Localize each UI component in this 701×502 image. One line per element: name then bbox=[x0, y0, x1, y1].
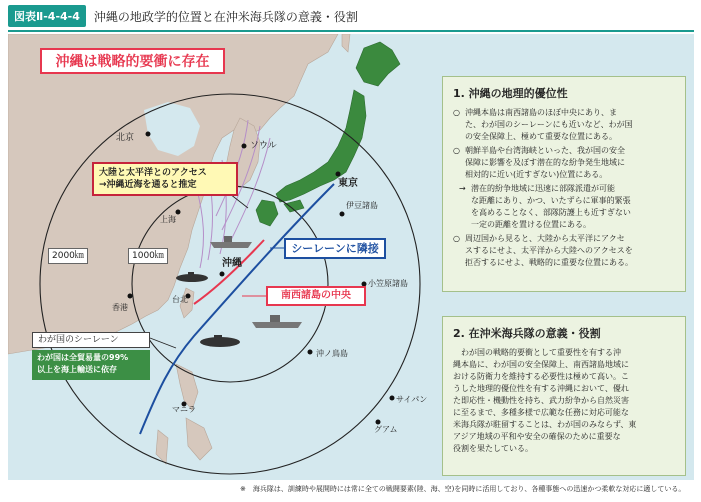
label-hongkong: 香港 bbox=[112, 303, 128, 312]
japan-kyushu bbox=[256, 200, 278, 226]
bullet-mark: ○ bbox=[453, 234, 460, 243]
label-guam: グアム bbox=[374, 425, 398, 434]
panel1-line: 沖縄本島は南西諸島のほぼ中央にあり、ま bbox=[465, 108, 617, 117]
panel2-line: た即応性・機動性を持ち、武力紛争から自然災害 bbox=[453, 396, 629, 405]
panel-geographic-advantage bbox=[442, 76, 686, 292]
ship-destroyer bbox=[252, 315, 302, 328]
panel1-line: 相対的に近い(近すぎない)位置にある。 bbox=[465, 170, 608, 179]
bullet-mark: ○ bbox=[453, 108, 460, 117]
label-beijing: 北京 bbox=[116, 133, 135, 143]
title-rule bbox=[8, 30, 694, 32]
panel-marine-role bbox=[442, 316, 686, 476]
japan-hokkaido bbox=[356, 42, 400, 86]
figure-label: 図表Ⅱ-4-4-4 bbox=[8, 5, 86, 27]
label-taipei: 台北 bbox=[172, 295, 188, 304]
sea-lane-label: わが国のシーレーン bbox=[32, 332, 150, 348]
panel2-line: 役割を果たしている。 bbox=[453, 444, 533, 453]
panel2-body bbox=[453, 347, 675, 455]
bullet-mark: ○ bbox=[453, 146, 460, 155]
range-label-2000: 2000㎞ bbox=[48, 248, 88, 264]
figure-header bbox=[8, 4, 358, 28]
panel1-item-sub bbox=[453, 183, 675, 231]
label-okinawa: 沖縄 bbox=[222, 258, 242, 269]
arrow-mark: → bbox=[459, 184, 466, 193]
figure-title: 沖縄の地政学的位置と在沖米海兵隊の意義・役割 bbox=[93, 9, 358, 24]
ship-carrier bbox=[210, 236, 252, 248]
label-izu: 伊豆諸島 bbox=[346, 201, 378, 210]
panel2-line: アジア地域の平和や安全の確保のために重要な bbox=[453, 432, 621, 441]
label-tokyo: 東京 bbox=[338, 178, 358, 189]
panel1-line: の安全保障上、極めて重要な位置にある。 bbox=[465, 132, 617, 141]
nansei-arc bbox=[194, 240, 264, 304]
label-ogasawara: 小笠原諸島 bbox=[368, 279, 408, 288]
label-manila: マニラ bbox=[172, 405, 196, 414]
trade-note-line2: 以上を海上輸送に依存 bbox=[37, 365, 117, 374]
panel1-line: スするにせよ、太平洋から大陸へのアクセスを bbox=[465, 246, 633, 255]
panel1-line: 周辺国から見ると、大陸から太平洋にアクセ bbox=[465, 234, 625, 243]
panel2-line: に至るまで、多種多様で広範な任務に対応可能な bbox=[453, 408, 629, 417]
panel1-item bbox=[453, 107, 675, 143]
panel1-line: を高めることなく、部隊防護上も近すぎない bbox=[471, 208, 631, 217]
panel1-item bbox=[453, 233, 675, 269]
panel1-line: 保障に影響を及ぼす潜在的な紛争発生地域に bbox=[465, 158, 625, 167]
access-leader bbox=[230, 194, 248, 208]
panel1-line: 朝鮮半島や台湾海峡といった、我が国の安全 bbox=[465, 146, 625, 155]
panel2-title: 2. 在沖米海兵隊の意義・役割 bbox=[453, 327, 601, 340]
sea-lane-adjacent-callout: シーレーンに隣接 bbox=[284, 238, 386, 259]
panel1-line: 拒否するにせよ、戦略的に重要な位置にある。 bbox=[465, 258, 633, 267]
access-callout-line1: 大陸と太平洋とのアクセス bbox=[99, 168, 207, 178]
access-callout bbox=[92, 162, 238, 196]
trade-note-line1: わが国は全貿易量の99% bbox=[37, 353, 129, 362]
submarine-1 bbox=[176, 272, 208, 282]
panel2-line: うした地理的優位性を有する沖縄において、優れ bbox=[453, 384, 629, 393]
sakhalin bbox=[342, 34, 350, 52]
label-shanghai: 上海 bbox=[160, 215, 176, 224]
label-saipan: サイパン bbox=[396, 395, 428, 404]
submarine-2 bbox=[200, 335, 240, 347]
footnote: ※ 海兵隊は、訓練時や展開時には常に全ての戦闘要素(陸、海、空)を同時に活用しており、各種事態への迅速かつ柔軟な対応に適している。 bbox=[240, 485, 686, 493]
map-stage bbox=[8, 34, 694, 480]
panel1-line: 一定の距離を置ける位置にある。 bbox=[471, 220, 591, 229]
strategic-callout: 沖縄は戦略的要衝に存在 bbox=[40, 48, 225, 74]
panel1-title: 1. 沖縄の地理的優位性 bbox=[453, 87, 568, 100]
panel2-line: 縄本島に、わが国の安全保障上、南西諸島地域に bbox=[453, 360, 629, 369]
panel2-line: おける防衛力を維持する必要性は極めて高い。こ bbox=[453, 372, 629, 381]
panel1-line: た、わが国のシーレーンにも近いなど、わが国 bbox=[465, 120, 633, 129]
range-label-1000: 1000㎞ bbox=[128, 248, 168, 264]
panel1-line: 潜在的紛争地域に迅速に部隊派遣が可能 bbox=[471, 184, 615, 193]
panel2-line: 米海兵隊が駐留することは、わが国のみならず、東 bbox=[453, 420, 637, 429]
access-callout-line2: →沖縄近海を通ると推定 bbox=[99, 180, 197, 190]
nansei-center-callout: 南西諸島の中央 bbox=[266, 286, 366, 306]
label-okinotori: 沖ノ鳥島 bbox=[316, 349, 348, 358]
trade-note bbox=[32, 350, 150, 380]
panel1-line: な距離にあり、かつ、いたずらに軍事的緊張 bbox=[471, 196, 631, 205]
panel1-item bbox=[453, 145, 675, 181]
panel1-body bbox=[453, 107, 675, 269]
label-seoul: ソウル bbox=[250, 141, 277, 151]
panel2-line: わが国の戦略的要衝として重要性を有する沖 bbox=[461, 348, 621, 357]
